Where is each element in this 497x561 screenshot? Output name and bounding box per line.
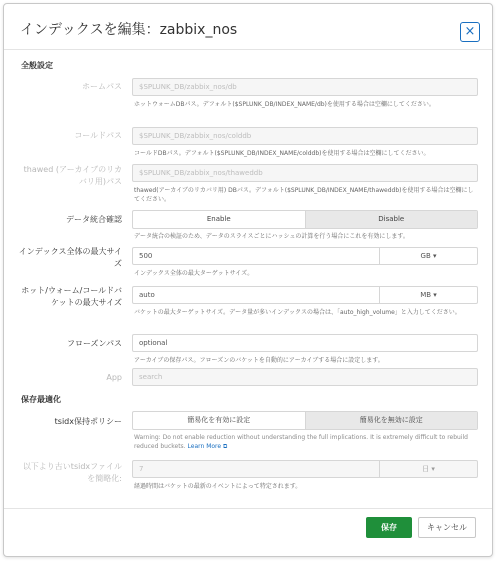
integrity-disable-option[interactable]: Disable — [306, 211, 478, 228]
cold-path-help: コールドDBパス。デフォルト($SPLUNK_DB/INDEX_NAME/colddb)を使用する場合は空欄にしてください。 — [134, 150, 430, 157]
close-icon[interactable]: × — [460, 22, 480, 42]
tsidx-reduction-enable-option[interactable]: 簡易化を有効に設定 — [187, 416, 251, 424]
learn-more-link[interactable]: Learn More ⧉ — [187, 443, 228, 450]
thawed-path-label: thawed (アーカイブのリカバリ用)パス — [23, 165, 122, 186]
dialog-title: インデックスを編集：zabbix_nos — [20, 22, 238, 38]
max-index-size-input[interactable]: 500 — [132, 247, 380, 265]
tsidx-older-input[interactable]: 7 — [132, 460, 380, 478]
section-storage: 保存最適化 — [21, 395, 61, 404]
cold-path-label: コールドパス — [74, 131, 122, 140]
max-bucket-size-help: バケットの最大ターゲットサイズ。データ量が多いインデックスの場合は、「auto_high_volume」と入力してください。 — [134, 309, 461, 316]
max-bucket-size-unit-select[interactable]: MB ▾ — [380, 286, 478, 304]
thawed-path-help: thawed(アーカイブのリカバリ用) DBパス。デフォルト($SPLUNK_DB/INDEX_NAME/thaweddb)を使用する場合は空欄にしてください。 — [134, 187, 474, 203]
cold-path-input[interactable]: $SPLUNK_DB/zabbix_nos/colddb — [132, 127, 478, 145]
integrity-help: データ統合の検証のため、データのスライスごとにハッシュの計算を行う場合にこれを有効にします。 — [134, 233, 409, 240]
edit-index-dialog — [3, 3, 493, 557]
max-index-size-help: インデックス全体の最大ターゲットサイズ。 — [134, 270, 254, 277]
max-bucket-size-input[interactable]: auto — [132, 286, 380, 304]
tsidx-older-unit-select[interactable]: 日 ▾ — [380, 460, 478, 478]
max-bucket-size-label: ホット/ウォーム/コールドバケットの最大サイズ — [21, 286, 122, 307]
tsidx-older-label: 以下より古いtsidxファイルを簡略化: — [22, 462, 122, 483]
app-label: App — [106, 373, 122, 382]
cancel-button[interactable]: キャンセル — [418, 517, 476, 538]
tsidx-older-help: 経過時間はバケットの最新のイベントによって特定されます。 — [134, 483, 302, 490]
tsidx-policy-help — [134, 433, 479, 451]
save-button[interactable]: 保存 — [366, 517, 412, 538]
thawed-path-input[interactable]: $SPLUNK_DB/zabbix_nos/thaweddb — [132, 164, 478, 182]
section-general: 全般設定 — [21, 61, 53, 70]
frozen-path-help: アーカイブの保存パス。フローズンのバケットを自動的にアーカイブする場合に設定します。 — [134, 357, 384, 364]
tsidx-policy-warning: Warning: Do not enable reduction without understanding the full implications. It is extremely difficult to rebuild reduced buckets. — [134, 434, 468, 450]
tsidx-reduction-disable-option[interactable]: 簡易化を無効に設定 — [306, 412, 478, 429]
frozen-path-input[interactable]: optional — [132, 334, 478, 352]
app-input[interactable]: search — [132, 368, 478, 386]
dialog-header — [4, 4, 492, 50]
max-index-size-unit-select[interactable]: GB ▾ — [380, 247, 478, 265]
tsidx-policy-label: tsidx保持ポリシー — [54, 417, 122, 426]
home-path-input[interactable]: $SPLUNK_DB/zabbix_nos/db — [132, 78, 478, 96]
integrity-enable-option[interactable]: Enable — [206, 215, 231, 223]
tsidx-policy-toggle — [132, 411, 478, 430]
frozen-path-label: フローズンパス — [66, 339, 122, 348]
home-path-help: ホットウォームDBパス。デフォルト($SPLUNK_DB/INDEX_NAME/db)を使用する場合は空欄にしてください。 — [134, 101, 435, 108]
integrity-label: データ統合確認 — [66, 215, 122, 224]
integrity-toggle — [132, 210, 478, 229]
max-index-size-label: インデックス全体の最大サイズ — [18, 247, 122, 268]
home-path-label: ホームパス — [82, 82, 122, 91]
